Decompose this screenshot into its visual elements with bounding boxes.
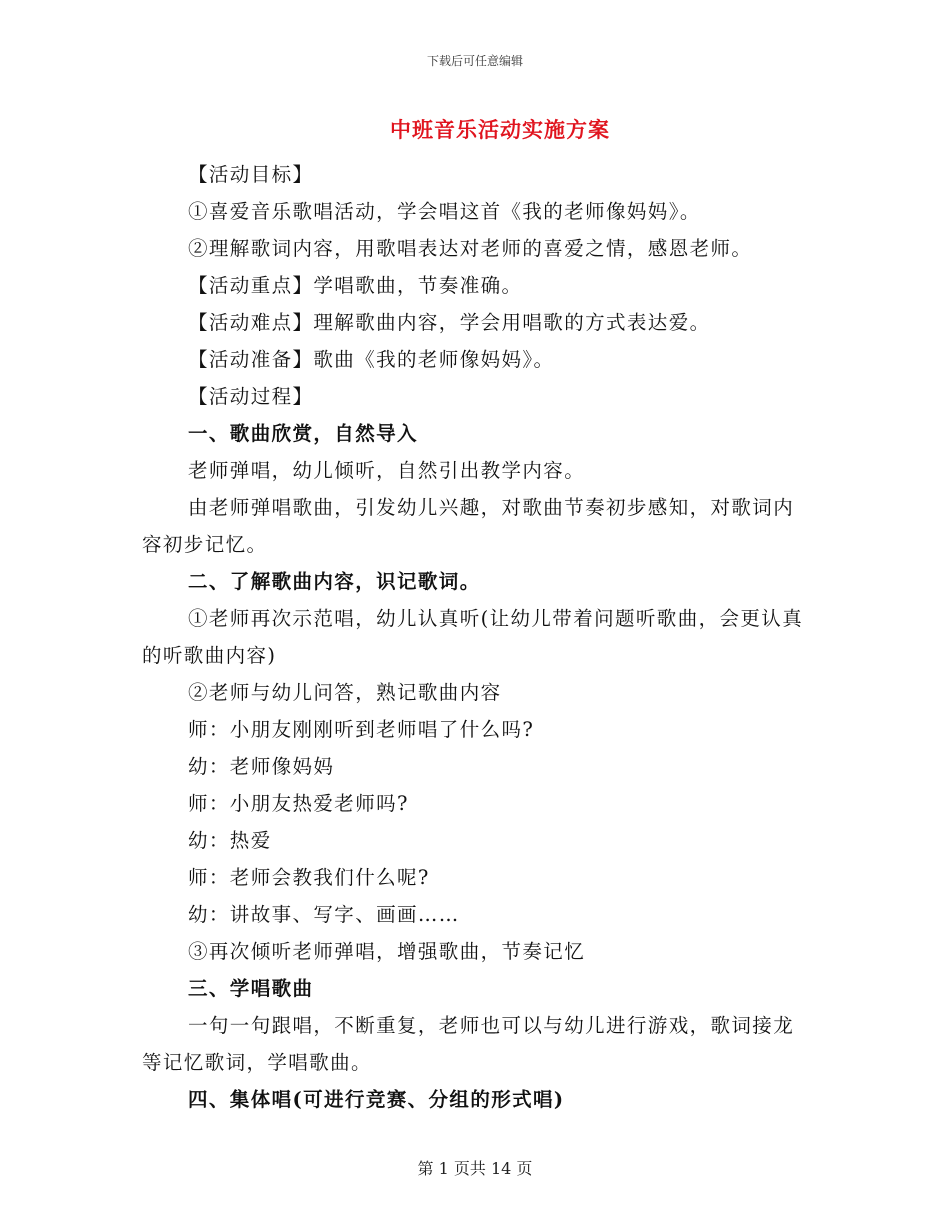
document-body: [142, 156, 810, 1118]
section-heading: 二、了解歌曲内容，识记歌词。: [188, 570, 481, 593]
paragraph: 【活动目标】: [188, 163, 314, 186]
section-heading: 三、学唱歌曲: [188, 977, 314, 1000]
paragraph: ②理解歌词内容，用歌唱表达对老师的喜爱之情，感恩老师。: [188, 237, 753, 260]
paragraph: 由老师弹唱歌曲，引发幼儿兴趣，对歌曲节奏初步感知，对歌词内容初步记忆。: [142, 496, 795, 556]
paragraph: 【活动重点】学唱歌曲，节奏准确。: [188, 274, 523, 297]
paragraph: ①喜爱音乐歌唱活动，学会唱这首《我的老师像妈妈》。: [188, 200, 701, 223]
paragraph: ③再次倾听老师弹唱，增强歌曲，节奏记忆: [188, 940, 586, 963]
paragraph: 师：小朋友热爱老师吗?: [188, 792, 409, 815]
paragraph: 一句一句跟唱，不断重复，老师也可以与幼儿进行游戏，歌词接龙等记忆歌词，学唱歌曲。: [142, 1014, 795, 1074]
paragraph: 幼：老师像妈妈: [188, 755, 335, 778]
paragraph: 老师弹唱，幼儿倾听，自然引出教学内容。: [188, 459, 586, 482]
page-footer: 第 1 页共 14 页: [417, 1159, 533, 1178]
paragraph: 幼：热爱: [188, 829, 272, 852]
section-heading: 一、歌曲欣赏，自然导入: [188, 422, 418, 445]
document-title: 中班音乐活动实施方案: [390, 117, 610, 142]
paragraph: ②老师与幼儿问答，熟记歌曲内容: [188, 681, 502, 704]
paragraph: ①老师再次示范唱，幼儿认真听(让幼儿带着问题听歌曲，会更认真的听歌曲内容): [142, 607, 804, 667]
paragraph: 师：小朋友刚刚听到老师唱了什么吗?: [188, 718, 535, 741]
paragraph: 【活动过程】: [188, 385, 314, 408]
paragraph: 【活动准备】歌曲《我的老师像妈妈》。: [188, 348, 555, 371]
header-note: 下载后可任意编辑: [426, 54, 523, 68]
paragraph: 师：老师会教我们什么呢?: [188, 866, 430, 889]
paragraph: 幼：讲故事、写字、画画……: [188, 903, 460, 926]
section-heading: 四、集体唱(可进行竞赛、分组的形式唱): [188, 1088, 565, 1111]
paragraph: 【活动难点】理解歌曲内容，学会用唱歌的方式表达爱。: [188, 311, 711, 334]
